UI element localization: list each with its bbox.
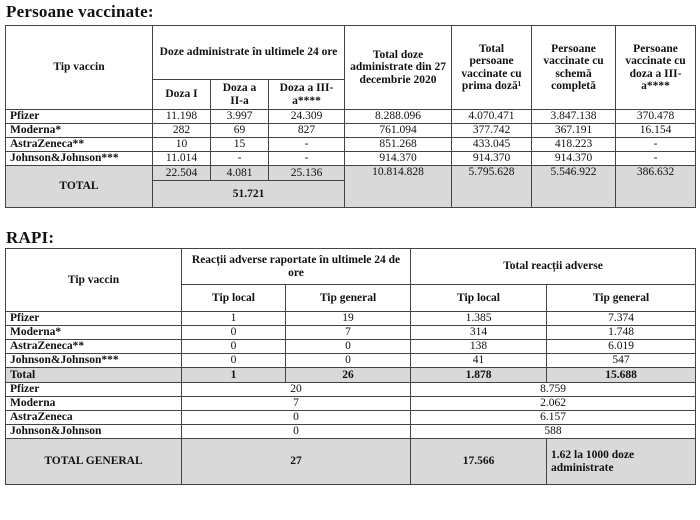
rapi-table [5,248,696,485]
vaccine-name: Johnson&Johnson*** [6,152,153,166]
header-doze-24h: Doze administrate în ultimele 24 ore [153,26,345,80]
total-doza1: 22.504 [153,166,211,181]
rapi-header-tip-general-total: Tip general [547,285,696,312]
cell-schema: 914.370 [532,152,616,166]
header-total-doze: Total doze administrate din 27 decembrie 2020 [345,26,452,110]
table-row [6,411,696,425]
cell-general-total: 6.019 [547,340,696,354]
total-sum-24h: 51.721 [153,181,345,208]
cell-doza3-total: 370.478 [616,110,696,124]
rapi-header-tip-local-total: Tip local [411,285,547,312]
cell-general-24h: 7 [286,326,411,340]
table-row [6,340,696,354]
cell-general-24h: 0 [286,354,411,368]
cell-doza3: 24.309 [269,110,345,124]
cell-doza3: 827 [269,124,345,138]
cell-local-24h: 1 [182,312,286,326]
cell-general-24h: 19 [286,312,411,326]
table-row [6,312,696,326]
rapi-total-general-total: 15.688 [547,368,696,383]
cell-general-total: 7.374 [547,312,696,326]
cell-reactii-total: 8.759 [411,383,696,397]
grand-total-24h: 27 [182,439,411,485]
total-doza3-total: 386.632 [616,166,696,208]
total-row [6,166,696,181]
cell-doza1: 10 [153,138,211,152]
table-row [6,326,696,340]
grand-total-rate: 1.62 la 1000 doze administrate [547,439,696,485]
vaccine-name: Moderna* [6,124,153,138]
rapi-header-reactii-24h: Reacții adverse raportate în ultimele 24 de ore [182,249,411,285]
cell-reactii-24h: 0 [182,425,411,439]
rapi-header-tip-general: Tip general [286,285,411,312]
cell-doza3-total: 16.154 [616,124,696,138]
rapi-total-row [6,368,696,383]
cell-local-24h: 0 [182,340,286,354]
cell-prima-doza: 433.045 [452,138,532,152]
total-doza3: 25.136 [269,166,345,181]
total-doza2: 4.081 [211,166,269,181]
total-prima-doza: 5.795.628 [452,166,532,208]
cell-doza2: - [211,152,269,166]
cell-schema: 418.223 [532,138,616,152]
cell-local-total: 314 [411,326,547,340]
table-row [6,354,696,368]
cell-doza3-total: - [616,138,696,152]
header-doza3: Doza a III-a**** [269,80,345,110]
header-tip-vaccin: Tip vaccin [6,26,153,110]
cell-prima-doza: 377.742 [452,124,532,138]
vaccine-name: Pfizer [6,312,182,326]
rapi-title: RAPI: [6,228,55,247]
total-schema: 5.546.922 [532,166,616,208]
table-row [6,383,696,397]
vaccine-name: Pfizer [6,110,153,124]
table-row [6,124,696,138]
vaccinated-table [5,25,696,208]
cell-doza1: 282 [153,124,211,138]
total-total-doze: 10.814.828 [345,166,452,208]
cell-general-total: 1.748 [547,326,696,340]
vaccine-name: AstraZeneca** [6,138,153,152]
cell-doza3: - [269,152,345,166]
cell-local-total: 138 [411,340,547,354]
vaccine-name: AstraZeneca [6,411,182,425]
rapi-header-row [6,249,696,285]
header-doza2: Doza a II-a [211,80,269,110]
table-row [6,110,696,124]
rapi-header-tip-local: Tip local [182,285,286,312]
cell-doza1: 11.198 [153,110,211,124]
cell-schema: 3.847.138 [532,110,616,124]
vaccinated-header-row [6,26,696,80]
rapi-total-local-24h: 1 [182,368,286,383]
cell-doza3-total: - [616,152,696,166]
cell-local-total: 1.385 [411,312,547,326]
cell-reactii-24h: 20 [182,383,411,397]
header-doza1: Doza I [153,80,211,110]
rapi-total-label: Total [6,368,182,383]
vaccinated-title: Persoane vaccinate: [6,2,154,21]
cell-local-24h: 0 [182,326,286,340]
table-row [6,152,696,166]
vaccine-name: Johnson&Johnson [6,425,182,439]
rapi-total-local-total: 1.878 [411,368,547,383]
cell-prima-doza: 914.370 [452,152,532,166]
cell-prima-doza: 4.070.471 [452,110,532,124]
vaccine-name: Johnson&Johnson*** [6,354,182,368]
cell-doza2: 69 [211,124,269,138]
cell-reactii-total: 6.157 [411,411,696,425]
table-row [6,138,696,152]
grand-total-reactii: 17.566 [411,439,547,485]
header-doza3-total: Persoane vaccinate cu doza a III-a**** [616,26,696,110]
cell-doza3: - [269,138,345,152]
cell-reactii-total: 588 [411,425,696,439]
total-label: TOTAL [6,166,153,208]
grand-total-label: TOTAL GENERAL [6,439,182,485]
table-row [6,425,696,439]
header-schema-completa: Persoane vaccinate cu schemă completă [532,26,616,110]
cell-local-total: 41 [411,354,547,368]
grand-total-row [6,439,696,485]
vaccine-name: Moderna [6,397,182,411]
table-row [6,397,696,411]
cell-local-24h: 0 [182,354,286,368]
cell-general-total: 547 [547,354,696,368]
rapi-header-total-reactii: Total reacții adverse [411,249,696,285]
cell-general-24h: 0 [286,340,411,354]
cell-total-doze: 761.094 [345,124,452,138]
cell-total-doze: 914.370 [345,152,452,166]
cell-reactii-24h: 7 [182,397,411,411]
vaccine-name: AstraZeneca** [6,340,182,354]
cell-total-doze: 851.268 [345,138,452,152]
cell-schema: 367.191 [532,124,616,138]
cell-total-doze: 8.288.096 [345,110,452,124]
cell-reactii-24h: 0 [182,411,411,425]
vaccine-name: Moderna* [6,326,182,340]
header-prima-doza: Total persoane vaccinate cu prima doză¹ [452,26,532,110]
cell-reactii-total: 2.062 [411,397,696,411]
cell-doza1: 11.014 [153,152,211,166]
cell-doza2: 3.997 [211,110,269,124]
vaccine-name: Pfizer [6,383,182,397]
rapi-header-tip-vaccin: Tip vaccin [6,249,182,312]
cell-doza2: 15 [211,138,269,152]
rapi-total-general-24h: 26 [286,368,411,383]
